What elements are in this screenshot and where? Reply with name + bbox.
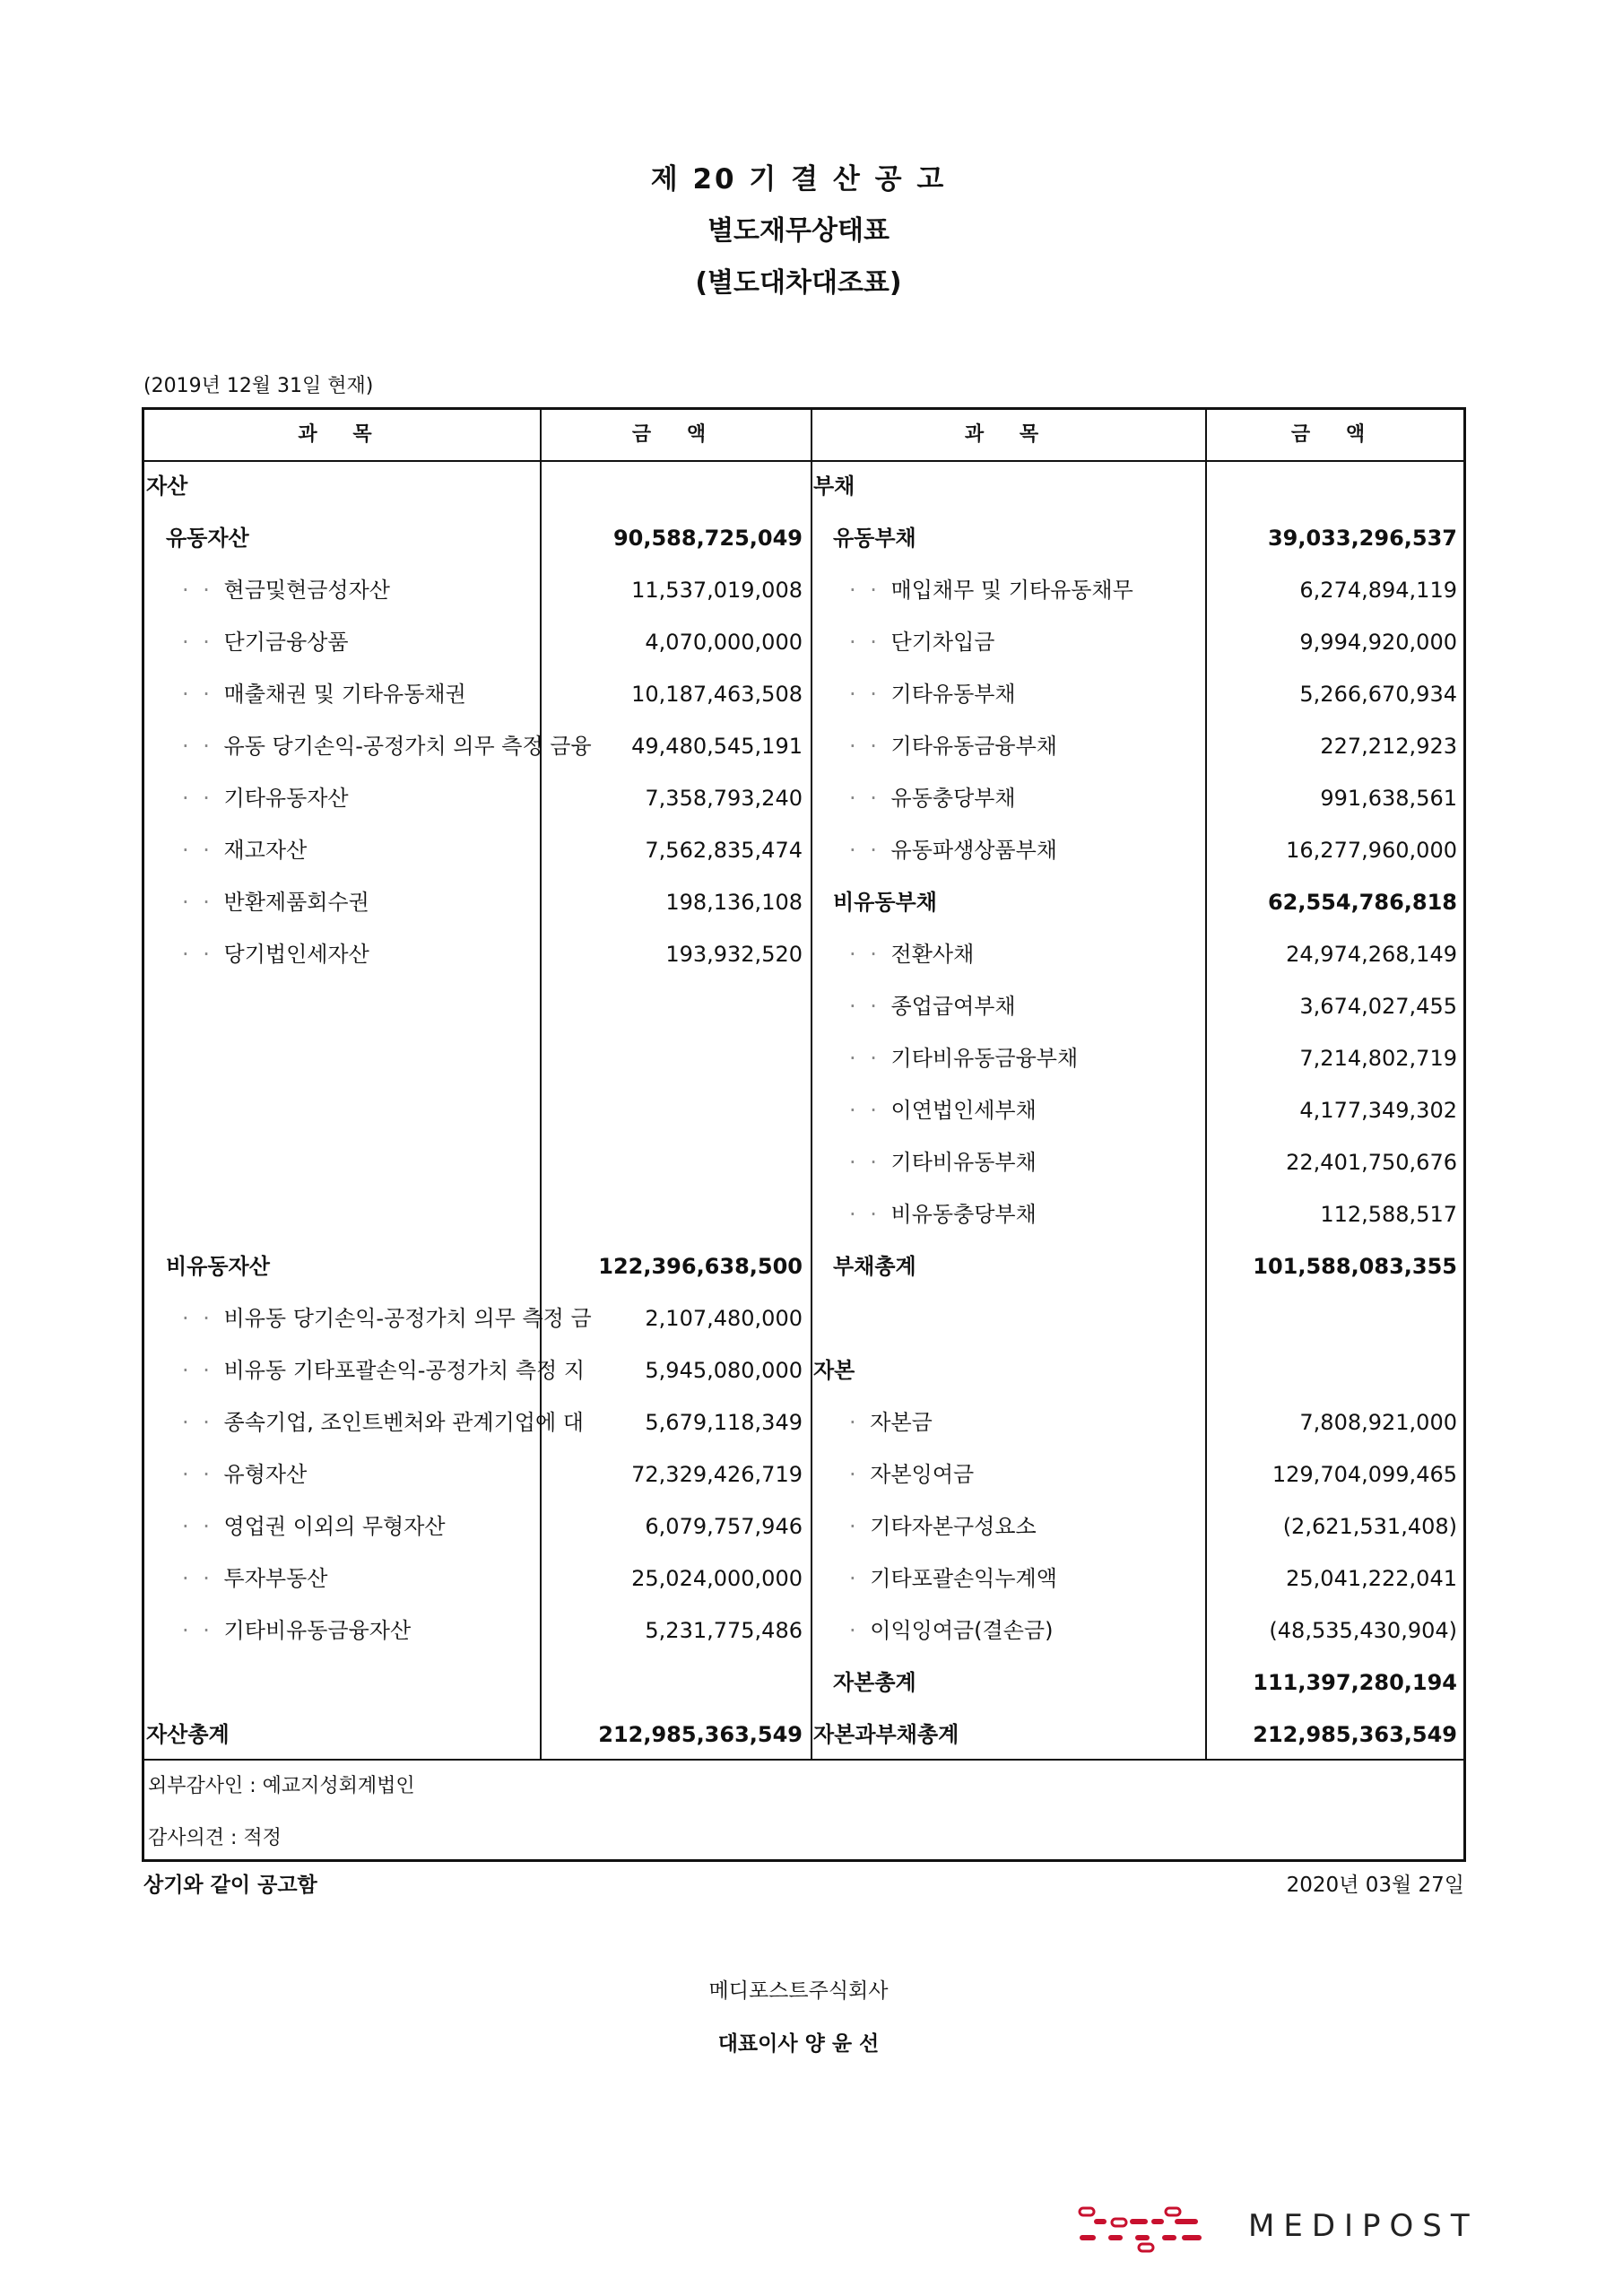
indent-dots: · · <box>182 1514 224 1539</box>
left-row-amount: 7,562,835,474 <box>645 838 803 863</box>
right-row-amount: 111,397,280,194 <box>1253 1670 1457 1695</box>
left-row-amount: 5,945,080,000 <box>645 1358 803 1383</box>
right-row-amount: (48,535,430,904) <box>1269 1618 1457 1643</box>
right-row-label <box>813 460 1204 512</box>
left-row-amount: 2,107,480,000 <box>645 1306 803 1331</box>
statement-subtitle: (별도대차대조표) <box>695 267 902 299</box>
row-label-text: 자산총계 <box>146 1722 230 1747</box>
row-label-text: 매입채무 및 기타유동채무 <box>890 578 1133 603</box>
right-row-label <box>849 1605 1204 1657</box>
announcement-title: 제 20 기 결 산 공 고 <box>650 163 947 196</box>
indent-dots: · · <box>849 1150 891 1175</box>
row-label-text: 자본잉여금 <box>870 1462 975 1487</box>
left-row-amount: 6,079,757,946 <box>645 1514 803 1539</box>
left-row-amount: 7,358,793,240 <box>645 786 803 811</box>
right-row-amount: 227,212,923 <box>1320 734 1457 759</box>
right-row-label <box>833 1657 1204 1709</box>
row-label-text: 유동충당부채 <box>890 786 1016 811</box>
row-label-text: 현금및현금성자산 <box>223 578 390 603</box>
header-subject-left: 과 목 <box>298 423 386 446</box>
row-label-text: 자본총계 <box>833 1670 916 1695</box>
indent-dots: · · <box>182 682 224 707</box>
indent-dots: · · <box>182 1462 224 1487</box>
indent-dots: · · <box>182 838 224 863</box>
right-row-amount <box>1208 1292 1457 1344</box>
left-row-label <box>182 616 539 668</box>
row-label-text: 단기차입금 <box>890 630 995 655</box>
left-row-amount: 212,985,363,549 <box>598 1722 803 1747</box>
right-row-amount: 101,588,083,355 <box>1253 1254 1457 1279</box>
left-row-amount <box>542 1032 803 1084</box>
left-row-label <box>182 720 592 772</box>
row-label-text: 유동자산 <box>166 526 249 551</box>
right-row-label <box>849 772 1204 824</box>
left-row-amount: 5,231,775,486 <box>645 1618 803 1643</box>
report-date: (2019년 12월 31일 현재) <box>143 375 374 397</box>
logo-wordmark: MEDIPOST <box>1248 2208 1479 2244</box>
announcement-statement: 상기와 같이 공고함 <box>143 1874 317 1897</box>
right-row-amount: 22,401,750,676 <box>1286 1150 1457 1175</box>
right-row-amount: 5,266,670,934 <box>1299 682 1457 707</box>
left-row-label <box>182 772 539 824</box>
right-row-label <box>849 720 1204 772</box>
right-row-amount: 991,638,561 <box>1320 786 1457 811</box>
header-amount-left: 금 액 <box>631 423 721 446</box>
row-label-text: 부채 <box>813 474 855 499</box>
left-row-amount <box>542 1136 803 1188</box>
row-label-text: 기타유동부채 <box>890 682 1016 707</box>
right-row-amount <box>1208 460 1457 512</box>
right-row-label <box>833 876 1204 928</box>
column-divider <box>540 410 542 1759</box>
indent-dots: · · <box>182 1566 224 1591</box>
row-label-text: 유동부채 <box>833 526 916 551</box>
indent-dots: · · <box>182 630 224 655</box>
right-row-label <box>849 1500 1204 1552</box>
row-label-text: 유형자산 <box>223 1462 308 1487</box>
left-row-amount: 198,136,108 <box>665 890 803 915</box>
right-row-amount: 9,994,920,000 <box>1299 630 1457 655</box>
left-row-label <box>182 980 539 1032</box>
indent-dots: · · <box>182 942 224 967</box>
left-row-label <box>182 1188 539 1240</box>
indent-dots: · · <box>849 1098 891 1123</box>
left-row-amount: 4,070,000,000 <box>645 630 803 655</box>
indent-dots: · · <box>849 994 891 1019</box>
left-row-amount: 25,024,000,000 <box>631 1566 803 1591</box>
left-row-label <box>182 564 539 616</box>
left-row-label <box>182 876 539 928</box>
right-row-label <box>849 1136 1204 1188</box>
row-label-text: 영업권 이외의 무형자산 <box>223 1514 446 1539</box>
right-row-amount: 16,277,960,000 <box>1286 838 1457 863</box>
left-row-label <box>182 1032 539 1084</box>
row-label-text: 기타자본구성요소 <box>870 1514 1037 1539</box>
left-row-label <box>146 1709 539 1761</box>
row-label-text: 기타비유동금융자산 <box>223 1618 412 1643</box>
indent-dots: · · <box>182 890 224 915</box>
left-row-label <box>166 1240 539 1292</box>
row-label-text: 이익잉여금(결손금) <box>870 1618 1054 1643</box>
row-label-text: 전환사채 <box>890 942 975 967</box>
indent-dots: · · <box>849 942 891 967</box>
row-label-text: 자본과부채총계 <box>813 1722 959 1747</box>
right-row-amount: 24,974,268,149 <box>1286 942 1457 967</box>
right-row-label <box>849 1448 1204 1500</box>
right-row-amount: 3,674,027,455 <box>1299 994 1457 1019</box>
indent-dots: · · <box>849 630 891 655</box>
column-divider <box>811 410 812 1759</box>
right-row-amount: 129,704,099,465 <box>1272 1462 1457 1487</box>
ceo-name: 대표이사 양 윤 선 <box>717 2032 880 2056</box>
left-row-label <box>182 1605 539 1657</box>
right-row-amount: (2,621,531,408) <box>1282 1514 1457 1539</box>
header-subject-right: 과 목 <box>964 423 1054 446</box>
indent-dots: · · <box>182 1306 224 1331</box>
right-row-label <box>849 1292 1204 1344</box>
column-divider <box>1205 410 1207 1759</box>
left-row-label <box>182 928 539 980</box>
row-label-text: 기타비유동부채 <box>890 1150 1037 1175</box>
row-label-text: 비유동부채 <box>833 890 937 915</box>
indent-dots: · · <box>849 838 891 863</box>
indent-dots: · · <box>182 1410 224 1435</box>
company-name: 메디포스트주식회사 <box>708 1979 889 2003</box>
indent-dots: · <box>849 1618 871 1643</box>
row-label-text: 기타포괄손익누계액 <box>870 1566 1057 1591</box>
row-label-text: 재고자산 <box>223 838 308 863</box>
indent-dots: · <box>849 1514 871 1539</box>
left-row-amount: 193,932,520 <box>665 942 803 967</box>
row-label-text: 자본 <box>813 1358 855 1383</box>
row-label-text: 비유동 당기손익-공정가치 의무 측정 금 <box>223 1306 592 1331</box>
row-label-text: 유동 당기손익-공정가치 의무 측정 금융 <box>223 734 592 759</box>
left-row-label <box>182 1500 539 1552</box>
left-row-label <box>182 1448 539 1500</box>
right-row-amount: 25,041,222,041 <box>1286 1566 1457 1591</box>
right-row-label <box>849 668 1204 720</box>
indent-dots: · · <box>849 786 891 811</box>
left-row-label <box>182 1657 539 1709</box>
right-row-label <box>813 1709 1204 1761</box>
left-row-amount <box>542 1188 803 1240</box>
left-row-label <box>166 512 539 564</box>
right-row-amount: 39,033,296,537 <box>1267 526 1457 551</box>
left-row-amount: 10,187,463,508 <box>631 682 803 707</box>
auditor-note: 외부감사인 : 예교지성회계법인 <box>148 1775 415 1797</box>
left-row-label <box>182 1136 539 1188</box>
left-row-amount: 49,480,545,191 <box>631 734 803 759</box>
header-amount-right: 금 액 <box>1290 423 1380 446</box>
left-row-label <box>182 1292 592 1344</box>
right-row-label <box>833 512 1204 564</box>
left-row-label <box>182 1084 539 1136</box>
row-label-text: 비유동충당부채 <box>890 1202 1037 1227</box>
right-row-amount: 112,588,517 <box>1320 1202 1457 1227</box>
right-row-label <box>849 1396 1204 1448</box>
indent-dots: · · <box>849 1202 891 1227</box>
left-row-amount <box>542 980 803 1032</box>
right-row-label <box>849 928 1204 980</box>
row-label-text: 비유동자산 <box>166 1254 270 1279</box>
audit-opinion-note: 감사의견 : 적정 <box>148 1827 282 1849</box>
left-row-label <box>182 1396 584 1448</box>
row-label-text: 기타유동금융부채 <box>890 734 1057 759</box>
announcement-date: 2020년 03월 27일 <box>1286 1874 1464 1897</box>
indent-dots: · · <box>182 786 224 811</box>
indent-dots: · · <box>849 578 891 603</box>
right-row-label <box>849 616 1204 668</box>
left-row-amount: 72,329,426,719 <box>631 1462 803 1487</box>
indent-dots: · <box>849 1566 871 1591</box>
right-row-label <box>849 1032 1204 1084</box>
right-row-amount: 7,808,921,000 <box>1299 1410 1457 1435</box>
left-row-amount <box>542 460 803 512</box>
right-row-label <box>849 824 1204 876</box>
left-row-amount <box>542 1657 803 1709</box>
left-row-amount: 5,679,118,349 <box>645 1410 803 1435</box>
row-label-text: 유동파생상품부채 <box>890 838 1057 863</box>
row-label-text: 단기금융상품 <box>223 630 349 655</box>
row-label-text: 기타비유동금융부채 <box>890 1046 1079 1071</box>
row-label-text: 당기법인세자산 <box>223 942 369 967</box>
right-row-amount: 7,214,802,719 <box>1299 1046 1457 1071</box>
row-label-text: 종업급여부채 <box>890 994 1016 1019</box>
left-row-amount <box>542 1084 803 1136</box>
left-row-label <box>182 1344 586 1396</box>
right-row-label <box>849 1188 1204 1240</box>
row-label-text: 이연법인세부채 <box>890 1098 1037 1123</box>
indent-dots: · · <box>182 1618 224 1643</box>
indent-dots: · <box>849 1410 871 1435</box>
right-row-amount <box>1208 1344 1457 1396</box>
indent-dots: · · <box>182 578 224 603</box>
left-row-amount: 90,588,725,049 <box>612 526 803 551</box>
right-row-amount: 4,177,349,302 <box>1299 1098 1457 1123</box>
indent-dots: · · <box>182 1358 224 1383</box>
right-row-amount: 6,274,894,119 <box>1299 578 1457 603</box>
balance-sheet-table <box>142 407 1466 1862</box>
right-row-label <box>833 1240 1204 1292</box>
indent-dots: · · <box>182 734 224 759</box>
row-label-text: 부채총계 <box>833 1254 916 1279</box>
right-row-label <box>849 980 1204 1032</box>
right-row-label <box>849 1552 1204 1605</box>
right-row-label <box>813 1344 1204 1396</box>
row-label-text: 투자부동산 <box>223 1566 328 1591</box>
row-label-text: 기타유동자산 <box>223 786 349 811</box>
left-row-label <box>182 824 539 876</box>
left-row-amount: 11,537,019,008 <box>631 578 803 603</box>
right-row-amount: 212,985,363,549 <box>1253 1722 1457 1747</box>
row-label-text: 반환제품회수권 <box>223 890 369 915</box>
left-row-label <box>182 668 539 720</box>
row-label-text: 자산 <box>146 474 188 499</box>
left-row-label <box>182 1552 539 1605</box>
row-label-text: 비유동 기타포괄손익-공정가치 측정 지 <box>223 1358 586 1383</box>
right-row-amount: 62,554,786,818 <box>1267 890 1457 915</box>
row-label-text: 자본금 <box>870 1410 933 1435</box>
indent-dots: · · <box>849 1046 891 1071</box>
indent-dots: · · <box>849 734 891 759</box>
indent-dots: · · <box>849 682 891 707</box>
indent-dots: · <box>849 1462 871 1487</box>
row-label-text: 종속기업, 조인트벤처와 관계기업에 대 <box>223 1410 584 1435</box>
right-row-label <box>849 564 1204 616</box>
left-row-label <box>146 460 539 512</box>
left-row-amount: 122,396,638,500 <box>598 1254 803 1279</box>
statement-title: 별도재무상태표 <box>707 215 890 247</box>
right-row-label <box>849 1084 1204 1136</box>
row-label-text: 매출채권 및 기타유동채권 <box>223 682 466 707</box>
